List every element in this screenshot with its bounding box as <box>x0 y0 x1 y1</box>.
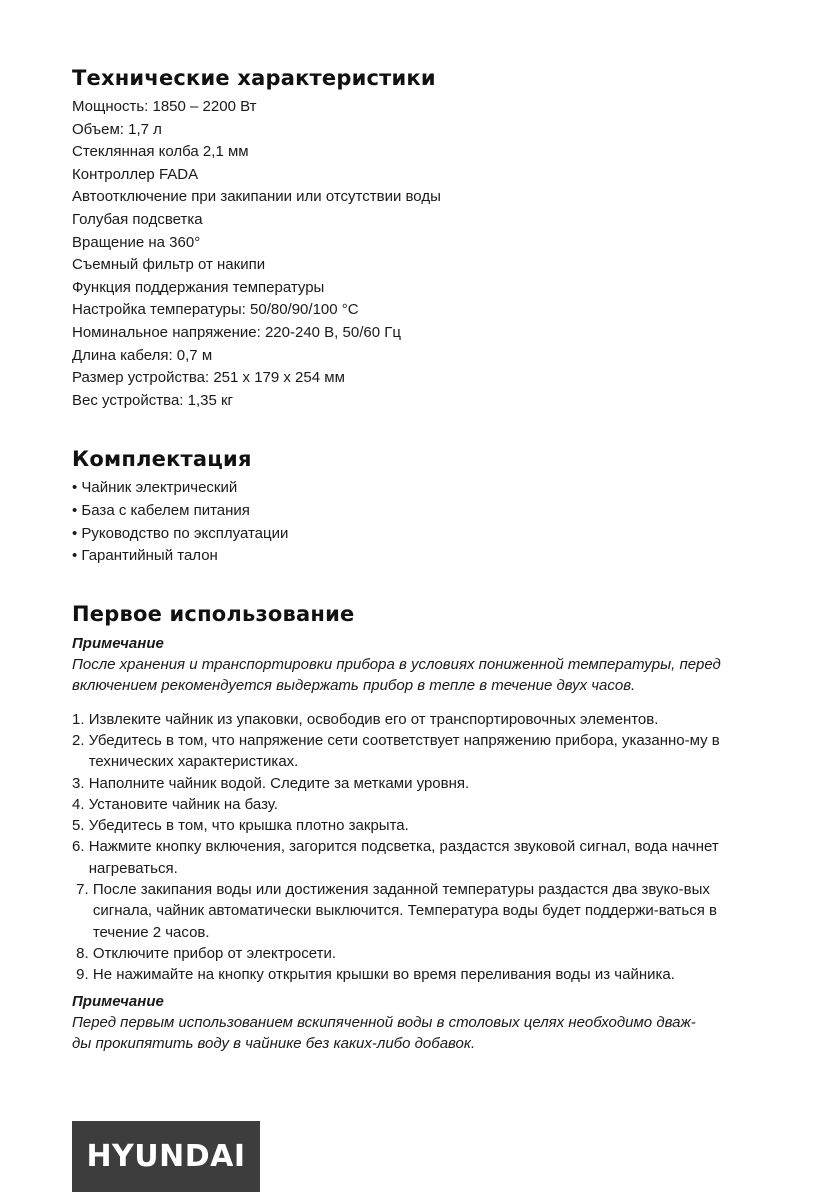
note-text <box>72 1012 772 1055</box>
kit-heading: Комплектация <box>72 447 252 472</box>
spec-item: Вращение на 360° <box>72 233 201 251</box>
step-text: Убедитесь в том, что напряжение сети соответствует напряжению прибора, указанно-му в технических характеристиках. <box>88 731 720 771</box>
step-item <box>72 773 772 794</box>
spec-item: Длина кабеля: 0,7 м <box>72 346 213 364</box>
step-text: Извлеките чайник из упаковки, освободив его от транспортировочных элементов. <box>88 710 659 728</box>
specs-section <box>72 64 772 412</box>
specs-heading: Технические характеристики <box>72 66 436 90</box>
step-text: Наполните чайник водой. Следите за метками уровня. <box>88 774 470 792</box>
step-item <box>72 879 772 943</box>
step-text: Отключите прибор от электросети. <box>92 944 337 962</box>
step-number: 5. <box>72 817 89 835</box>
specs-list <box>72 96 772 412</box>
step-item <box>72 815 772 836</box>
manual-page <box>72 64 772 1055</box>
spec-item: Размер устройства: 251 х 179 х 254 мм <box>72 369 345 387</box>
step-number: 3. <box>72 774 89 792</box>
kit-item: • Гарантийный талон <box>72 547 218 565</box>
steps-list <box>72 709 772 986</box>
spec-item: Контроллер FADA <box>72 165 199 183</box>
note-line: включением рекомендуется выдержать прибор в тепле в течение двух часов. <box>72 677 636 695</box>
spec-item: Номинальное напряжение: 220-240 В, 50/60 Гц <box>72 323 401 341</box>
note-text <box>72 654 772 697</box>
kit-list <box>72 477 772 567</box>
step-number: 9. <box>72 966 93 984</box>
first-use-section <box>72 600 772 1055</box>
step-text: Нажмите кнопку включения, загорится подсветка, раздастся звуковой сигнал, вода начнет нагреваться. <box>88 838 719 877</box>
step-item <box>72 964 772 985</box>
note-line: ды прокипятить воду в чайнике без каких-либо добавок. <box>72 1035 476 1053</box>
kit-section <box>72 445 772 567</box>
step-item <box>72 943 772 964</box>
step-item <box>72 794 772 815</box>
note-line: После хранения и транспортировки прибора в условиях пониженной температуры, перед <box>72 655 721 673</box>
note-title: Примечание <box>72 992 164 1010</box>
step-number: 1. <box>72 710 89 728</box>
brand-logo <box>72 1121 260 1192</box>
note-block <box>72 991 772 1055</box>
kit-item: • Руководство по эксплуатации <box>72 524 289 542</box>
step-number: 6. <box>72 838 89 856</box>
step-number: 7. <box>72 881 93 899</box>
spec-item: Мощность: 1850 – 2200 Вт <box>72 98 257 115</box>
spec-item: Автоотключение при закипании или отсутствии воды <box>72 188 441 206</box>
note-line: Перед первым использованием вскипяченной воды в столовых целях необходимо дваж- <box>72 1013 696 1031</box>
kit-item: • База с кабелем питания <box>72 501 250 519</box>
spec-item: Съемный фильтр от накипи <box>72 256 266 274</box>
step-text: Установите чайник на базу. <box>88 795 278 813</box>
step-number: 4. <box>72 795 89 813</box>
step-text: Убедитесь в том, что крышка плотно закрыта. <box>88 817 409 835</box>
step-text: После закипания воды или достижения заданной температуры раздастся два звуко-вых сигнала, чайник автоматически выключится. Температура воды будет поддержи-ваться в течение 2 часов. <box>92 881 717 941</box>
step-item <box>72 709 772 730</box>
step-item <box>72 730 772 773</box>
spec-item: Функция поддержания температуры <box>72 278 325 296</box>
step-number: 8. <box>72 944 93 962</box>
first-use-heading: Первое использование <box>72 601 355 626</box>
spec-item: Вес устройства: 1,35 кг <box>72 391 234 409</box>
step-number: 2. <box>72 731 89 749</box>
step-text: Не нажимайте на кнопку открытия крышки во время переливания воды из чайника. <box>92 966 675 984</box>
spec-item: Настройка температуры: 50/80/90/100 °C <box>72 301 359 319</box>
kit-item: • Чайник электрический <box>72 479 238 497</box>
brand-logo-text: HYUNDAI <box>86 1139 246 1174</box>
note-title: Примечание <box>72 634 164 652</box>
spec-item: Стеклянная колба 2,1 мм <box>72 143 249 161</box>
spec-item: Голубая подсветка <box>72 210 203 228</box>
spec-item: Объем: 1,7 л <box>72 120 162 138</box>
step-item <box>72 836 772 879</box>
